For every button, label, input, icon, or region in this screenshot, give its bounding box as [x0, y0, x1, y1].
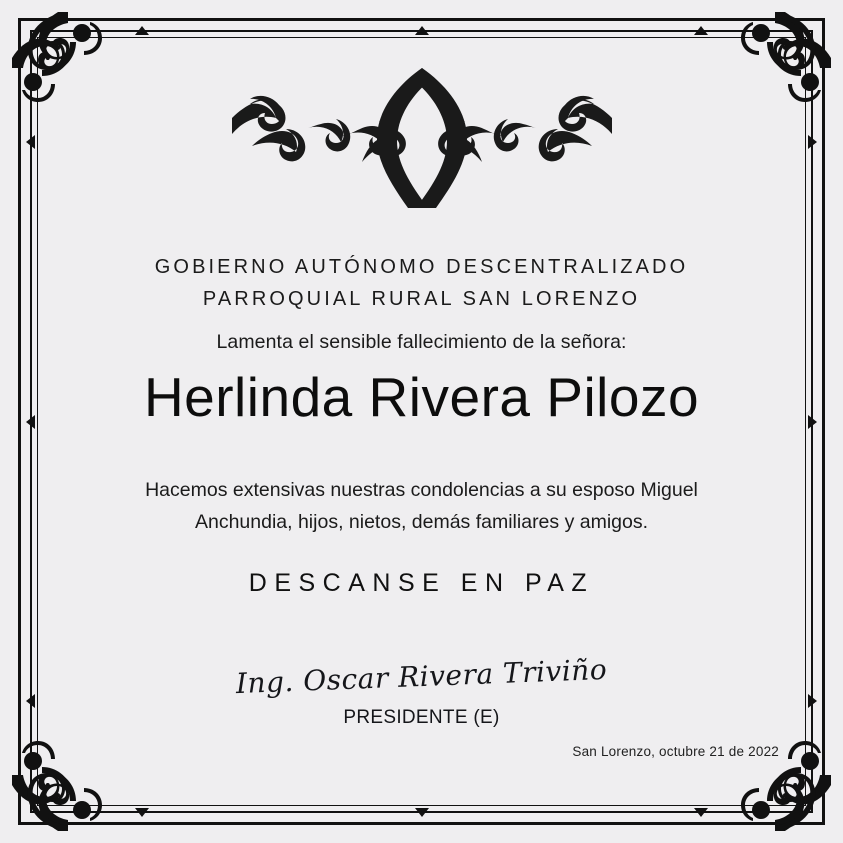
organization-line-2: PARROQUIAL RURAL SAN LORENZO [202, 287, 641, 310]
mourning-emblem [60, 62, 783, 222]
signature-role: PRESIDENTE (E) [343, 706, 500, 728]
condolence-line-1: Hacemos extensivas nuestras condolencias a su esposo Miguel [145, 479, 698, 502]
card-content [60, 52, 783, 791]
organization-line-1: GOBIERNO AUTÓNOMO DESCENTRALIZADO [154, 256, 689, 278]
place-and-date: San Lorenzo, octubre 21 de 2022 [572, 744, 779, 759]
frame-tick-bottom-center [415, 808, 429, 817]
frame-tick-top-left [135, 26, 149, 35]
frame-tick-left-top [26, 135, 35, 149]
condolence-message [60, 475, 783, 538]
frame-tick-right-bottom [808, 694, 817, 708]
frame-tick-right-center [808, 415, 817, 429]
frame-tick-left-bottom [26, 694, 35, 708]
condolence-line-2: Anchundia, hijos, nietos, demás familiares y amigos. [194, 511, 649, 534]
frame-tick-top-center [415, 26, 429, 35]
frame-tick-right-top [808, 135, 817, 149]
deceased-name: Herlinda Rivera Pilozo [143, 366, 700, 429]
organization-header [60, 252, 783, 315]
frame-tick-top-right [694, 26, 708, 35]
lament-text: Lamenta el sensible fallecimiento de la señora: [216, 331, 627, 354]
signature-name: Ing. Oscar Rivera Triviño [235, 652, 608, 700]
frame-tick-left-center [26, 415, 35, 429]
mourning-ribbon-icon [212, 62, 632, 222]
rest-in-peace-text: DESCANSE EN PAZ [248, 568, 595, 597]
frame-tick-bottom-left [135, 808, 149, 817]
frame-tick-bottom-right [694, 808, 708, 817]
